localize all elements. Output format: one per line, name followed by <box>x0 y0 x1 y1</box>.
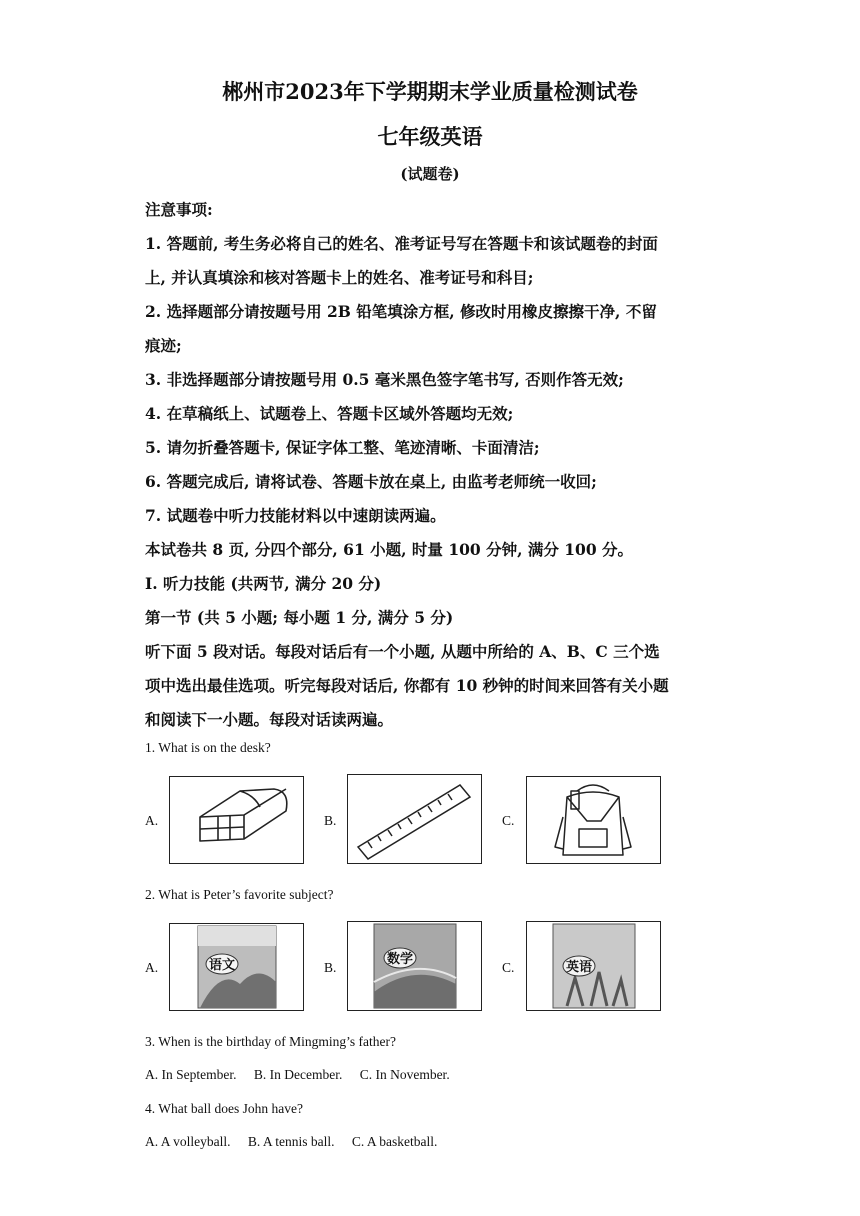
option-label: C. <box>502 960 515 975</box>
math-textbook-icon <box>348 922 481 1010</box>
option-label: C. <box>502 813 515 828</box>
option-image-a <box>169 923 304 1011</box>
option-a: A. In September. <box>145 1067 237 1082</box>
subsection-heading: 第一节 (共 5 小题; 每小题 1 分, 满分 5 分) <box>145 608 454 627</box>
chinese-textbook-icon <box>170 924 303 1010</box>
option-label: B. <box>324 813 337 828</box>
notice-item: 痕迹; <box>145 336 182 355</box>
notice-item: 2. 选择题部分请按题号用 2B 铅笔填涂方框, 修改时用橡皮擦擦干净, 不留 <box>145 302 657 321</box>
question-3-options <box>145 1067 464 1083</box>
exam-title: 郴州市2023年下学期期末学业质量检测试卷 <box>222 79 638 104</box>
section-instruction: 听下面 5 段对话。每段对话后有一个小题, 从题中所给的 A、B、C 三个选 <box>145 642 660 661</box>
eraser-icon <box>170 777 303 863</box>
option-c: C. A basketball. <box>351 1134 438 1149</box>
option-c: C. In November. <box>359 1067 450 1082</box>
section-heading: I. 听力技能 (共两节, 满分 20 分) <box>145 574 382 593</box>
ruler-icon <box>348 775 481 863</box>
option-image-b <box>347 921 482 1011</box>
notice-item: 1. 答题前, 考生务必将自己的姓名、准考证号写在答题卡和该试题卷的封面 <box>145 234 658 253</box>
notice-heading: 注意事项: <box>145 200 213 219</box>
option-a: A. A volleyball. <box>145 1134 231 1149</box>
cover-text: 数学 <box>386 952 414 967</box>
question-1: 1. What is on the desk? <box>145 740 271 755</box>
option-image-a <box>169 776 304 864</box>
option-image-b <box>347 774 482 864</box>
question-4: 4. What ball does John have? <box>145 1101 303 1116</box>
english-textbook-icon <box>527 922 660 1010</box>
option-image-c <box>526 921 661 1011</box>
question-4-options <box>145 1134 451 1150</box>
option-label: B. <box>324 960 337 975</box>
notice-item: 7. 试题卷中听力技能材料以中速朗读两遍。 <box>145 506 446 525</box>
notice-item: 4. 在草稿纸上、试题卷上、答题卡区域外答题均无效; <box>145 404 514 423</box>
section-instruction: 和阅读下一小题。每段对话读两遍。 <box>145 710 394 729</box>
notice-item: 6. 答题完成后, 请将试卷、答题卡放在桌上, 由监考老师统一收回; <box>145 472 597 491</box>
exam-paper-note: (试题卷) <box>400 165 460 183</box>
option-label: A. <box>145 813 159 828</box>
question-2: 2. What is Peter’s favorite subject? <box>145 887 334 902</box>
notice-item: 上, 并认真填涂和核对答题卡上的姓名、准考证号和科目; <box>145 268 534 287</box>
cover-text: 英语 <box>565 960 593 975</box>
option-b: B. A tennis ball. <box>247 1134 335 1149</box>
notice-item: 5. 请勿折叠答题卡, 保证字体工整、笔迹清晰、卡面清洁; <box>145 438 540 457</box>
option-b: B. In December. <box>253 1067 343 1082</box>
section-instruction: 项中选出最佳选项。听完每段对话后, 你都有 10 秒钟的时间来回答有关小题 <box>145 676 669 695</box>
exam-summary: 本试卷共 8 页, 分四个部分, 61 小题, 时量 100 分钟, 满分 100 分。 <box>145 540 634 559</box>
backpack-icon <box>527 777 660 863</box>
option-label: A. <box>145 960 159 975</box>
cover-text: 语文 <box>208 958 236 973</box>
notice-item: 3. 非选择题部分请按题号用 0.5 毫米黑色签字笔书写, 否则作答无效; <box>145 370 624 389</box>
option-image-c <box>526 776 661 864</box>
exam-subtitle: 七年级英语 <box>377 124 483 149</box>
question-3: 3. When is the birthday of Mingming’s father? <box>145 1034 396 1049</box>
